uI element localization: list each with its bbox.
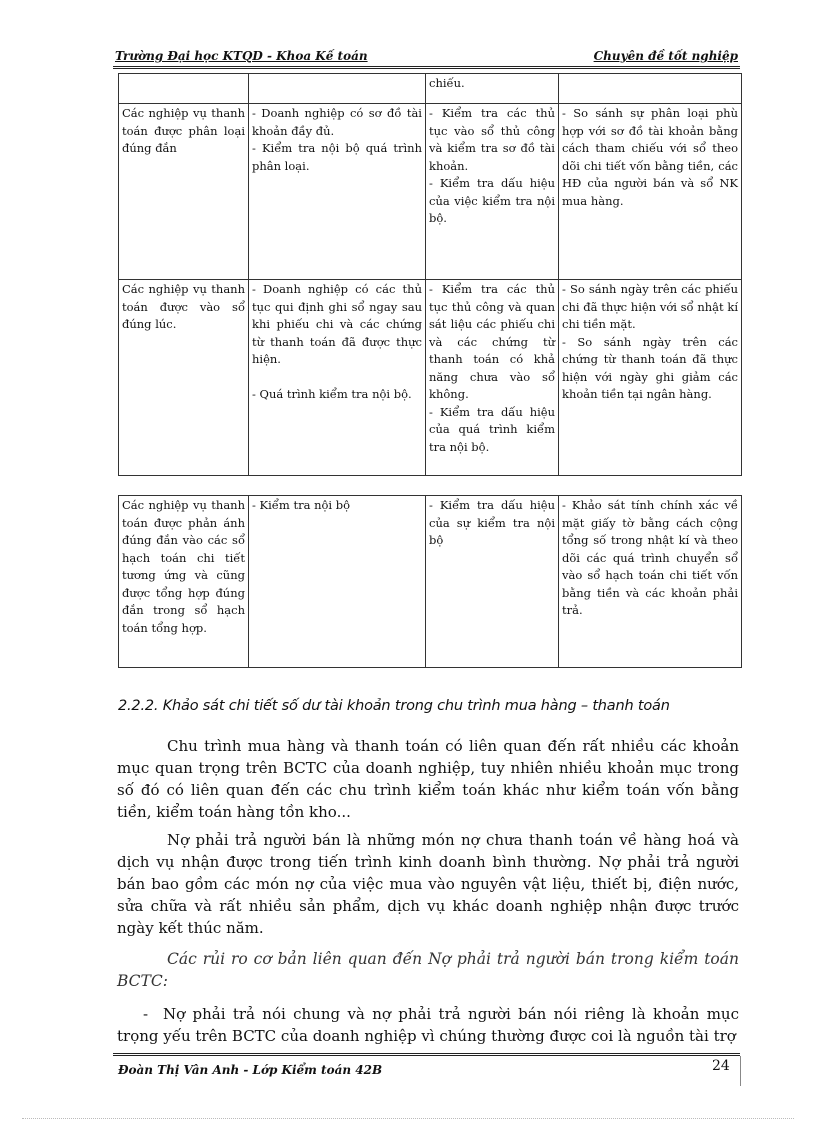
list-item: - Doanh nghiệp có các thủ tục qui định ghi sổ ngay sau khi phiếu chi và các chứng từ thanh toán đã được thực hiện.: [252, 282, 422, 366]
table-cell-empty: [249, 74, 426, 104]
table-cell-objective: Các nghiệp vụ thanh toán được vào sổ đúng lúc.: [119, 280, 249, 476]
bullet-text: Nợ phải trả nói chung và nợ phải trả người bán nói riêng là khoản mục trọng yếu trên BCTC của doanh nghiệp vì chúng thường được coi là nguồn tài trợ: [117, 1005, 739, 1045]
list-item: - Kiểm tra các thủ tục thủ công và quan sát liệu các phiếu chi và các chứng từ thanh toán có khả năng chưa vào sổ không.: [429, 282, 555, 401]
table-cell-substantive-tests: [559, 104, 742, 280]
header-document-type: Chuyên đề tốt nghiệp: [593, 49, 738, 63]
table-cell-control-tests: [426, 280, 559, 476]
header-institution: Trường Đại học KTQD - Khoa Kế toán: [115, 49, 368, 63]
table-cell-objective: Các nghiệp vụ thanh toán được phản ánh đúng đắn vào các sổ hạch toán chi tiết tương ứng và cũng được tổng hợp đúng đắn trong sổ hạch toán tổng hợp.: [119, 496, 249, 668]
footer-side-rule: [740, 1056, 741, 1086]
bullet-dash: -: [143, 1005, 149, 1023]
page-number: 24: [712, 1058, 730, 1074]
table-cell-substantive-tests: - Khảo sát tính chính xác về mặt giấy tờ bằng cách cộng tổng số trong nhật kí và theo dõi các quá trình chuyển sổ vào sổ hạch toán chi tiết vốn bằng tiền và các khoản phải trả.: [559, 496, 742, 668]
table-row: [119, 104, 742, 280]
list-item: - So sánh ngày trên các phiếu chi đã thực hiện với sổ nhật kí chi tiền mặt.: [562, 282, 738, 331]
table-cell-substantive-tests: [559, 280, 742, 476]
list-item: - Kiểm tra nội bộ quá trình phân loại.: [252, 141, 422, 173]
table-row: [119, 496, 742, 668]
list-item: - So sánh sự phân loại phù hợp với sơ đồ tài khoản bằng cách tham chiếu với sổ theo dõi chi tiết vốn bằng tiền, các HĐ của người bán và sổ NK mua hàng.: [562, 106, 738, 208]
body-paragraph: Chu trình mua hàng và thanh toán có liên quan đến rất nhiều các khoản mục quan trọng trên BCTC của doanh nghiệp, tuy nhiên nhiều khoản mục trong số đó có liên quan đến các chu trình kiểm toán khác như kiểm toán vốn bằng tiền, kiểm toán hàng tồn kho...: [117, 737, 739, 821]
audit-procedures-table-continued: [118, 495, 742, 668]
risks-subheading: Các rủi ro cơ bản liên quan đến Nợ phải trả người bán trong kiểm toán BCTC:: [117, 950, 739, 990]
table-cell-control-tests: [426, 104, 559, 280]
table-cell-empty: [559, 74, 742, 104]
table-cell-controls: - Kiểm tra nội bộ: [249, 496, 426, 668]
page-bottom-rule: [22, 1118, 794, 1119]
table-row-continuation: [119, 74, 742, 104]
list-item: - Kiểm tra dấu hiệu của quá trình kiểm tra nội bộ.: [429, 404, 555, 454]
table-cell-controls: [249, 280, 426, 476]
list-item: - Kiểm tra dấu hiệu của việc kiểm tra nội bộ.: [429, 176, 555, 225]
footer-author: Đoàn Thị Vân Anh - Lớp Kiểm toán 42B: [118, 1063, 383, 1077]
list-item: - So sánh ngày trên các chứng từ thanh toán đã thực hiện với ngày ghi giảm các khoản tiền tại ngân hàng.: [562, 334, 738, 401]
table-cell-control-tests: - Kiểm tra dấu hiệu của sự kiểm tra nội bộ: [426, 496, 559, 668]
table-cell-empty: [119, 74, 249, 104]
list-item: - Kiểm tra các thủ tục vào sổ thủ công và kiểm tra sơ đồ tài khoản.: [429, 106, 555, 173]
table-cell-objective: Các nghiệp vụ thanh toán được phân loại đúng đắn: [119, 104, 249, 280]
table-row: [119, 280, 742, 476]
section-heading: 2.2.2. Khảo sát chi tiết số dư tài khoản trong chu trình mua hàng – thanh toán: [118, 698, 670, 714]
body-paragraph: Nợ phải trả người bán là những món nợ chưa thanh toán về hàng hoá và dịch vụ nhận được trong tiến trình kinh doanh bình thường. Nợ phải trả người bán bao gồm các món nợ của việc mua vào nguyên vật liệu, thiết bị, điện nước, sửa chữa và rất nhiều sản phẩm, dịch vụ khác doanh nghiệp nhận được trước ngày kết thúc năm.: [117, 831, 739, 937]
table-cell-controls: [249, 104, 426, 280]
page-header: [113, 48, 740, 69]
table-cell-continuation: chiếu.: [426, 74, 559, 104]
footer-divider: [113, 1053, 740, 1056]
audit-procedures-table: [118, 73, 742, 476]
bullet-paragraph: [117, 1003, 739, 1047]
list-item: - Quá trình kiểm tra nội bộ.: [252, 386, 412, 401]
list-item: - Doanh nghiệp có sơ đồ tài khoản đầy đủ.: [252, 106, 422, 138]
